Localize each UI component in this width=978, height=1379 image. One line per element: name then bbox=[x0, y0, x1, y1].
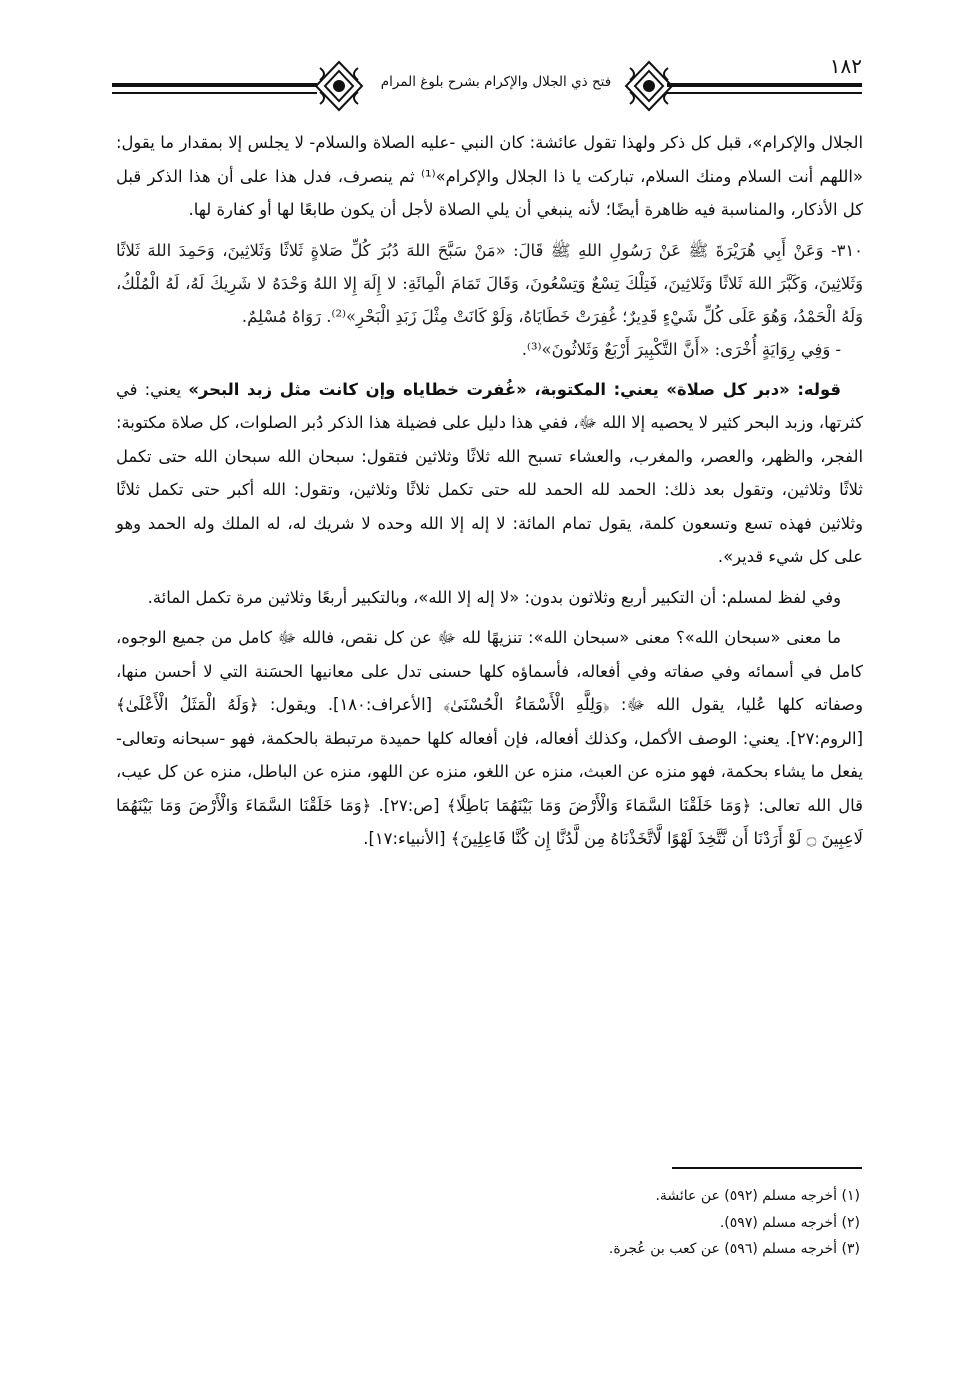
footnote-rule bbox=[672, 1167, 862, 1169]
paragraph-commentary bbox=[116, 373, 863, 574]
commentary-quote: قوله: «دبر كل صلاة» يعني: المكتوبة، «غُفرت خطاياه وإن كانت مثل زبد البحر» bbox=[188, 379, 841, 399]
paragraph-subhanallah-meaning: ما معنى «سبحان الله»؟ معنى «سبحان الله»: تنزيهًا لله ﷻ عن كل نقص، فالله ﷻ كامل من جميع الوجوه، كامل في أسمائه وفي صفاته وفي أفعاله، فأسماؤه كلها حسنى تدل على معانيها الحسَنة التي لا أحسن منها، وصفاته كلها عُليا، يقول الله ﷻ: ﴿وَلِلَّهِ الْأَسْمَاءُ الْحُسْنَىٰ﴾ [الأعراف:١٨٠]. ويقول: ﴿وَلَهُ الْمَثَلُ الْأَعْلَىٰ﴾ [الروم:٢٧]. يعني: الوصف الأكمل، وكذلك أفعاله، فإن أفعاله كلها حميدة مرتبطة بالحكمة، فهو -سبحانه وتعالى- يفعل ما يشاء بحكمة، فهو منزه عن العبث، منزه عن اللغو، منزه عن اللهو، منزه عن الباطل، منزه عن كل عيب، قال الله تعالى: ﴿وَمَا خَلَقْنَا السَّمَاءَ وَالْأَرْضَ وَمَا بَيْنَهُمَا بَاطِلًا﴾ [ص:٢٧]. ﴿وَمَا خَلَقْنَا السَّمَاءَ وَالْأَرْضَ وَمَا بَيْنَهُمَا لَاعِبِينَ ۝ لَوْ أَرَدْنَا أَن نَّتَّخِذَ لَهْوًا لَّاتَّخَذْنَاهُ مِن لَّدُنَّا إِن كُنَّا فَاعِلِينَ﴾ [الأنبياء:١٧]. bbox=[116, 628, 864, 848]
running-title: فتح ذي الجلال والإكرام بشرح بلوغ المرام bbox=[380, 74, 612, 90]
footnote-3: (٣) أخرجه مسلم (٥٩٦) عن كعب بن عُجرة. bbox=[608, 1241, 860, 1257]
commentary-text: يعني: في كثرتها، وزبد البحر كثير لا يحصيه إلا الله ﷻ، ففي هذا دليل على فضيلة هذا الذكر دُبر الصلوات، كل صلاة مكتوبة: الفجر، والظهر، والعصر، والمغرب، والعشاء تسبح الله ثلاثًا وثلاثين فتقول: سبحان الله سبحان الله حتى تكمل ثلاثًا وثلاثين، وتقول بعد ذلك: الحمد لله الحمد لله حتى تكمل ثلاثًا وثلاثين، وتقول: الله أكبر حتى تكمل ثلاثًا وثلاثين فهذه تسع وتسعون كلمة، يقول تمام المائة: لا إله إلا الله وحده لا شريك له، له الملك وله الحمد وهو على كل شيء قدير». bbox=[116, 379, 863, 566]
footnote-1: (١) أخرجه مسلم (٥٩٢) عن عائشة. bbox=[655, 1188, 860, 1204]
header-rule-right bbox=[667, 83, 862, 94]
header-rule-left bbox=[112, 83, 317, 94]
hadith-alternate-narration: - وَفِي رِوَايَةٍ أُخْرَى: «أَنَّ التَّكْبِيرَ أَرْبَعٌ وَثَلاثُونَ»⁽³⁾. bbox=[521, 339, 841, 359]
paragraph-muslim-wording: وفي لفظ لمسلم: أن التكبير أربع وثلاثون بدون: «لا إله إلا الله»، وبالتكبير أربعًا وثلاثين مرة تكمل المائة. bbox=[147, 587, 841, 607]
paragraph-intro: الجلال والإكرام»، قبل كل ذكر ولهذا تقول عائشة: كان النبي -عليه الصلاة والسلام- لا يجلس إلا بمقدار ما يقول: «اللهم أنت السلام ومنك السلام، تباركت يا ذا الجلال والإكرام»⁽¹⁾ ثم ينصرف، فدل هذا على أن هذا الذكر قبل كل الأذكار، والمناسبة فيه ظاهرة أيضًا؛ لأنه ينبغي أن يلي الصلاة لأجل أن يكون طابعًا لها أو كفارة لها. bbox=[116, 133, 863, 219]
ornament-left-icon bbox=[310, 58, 368, 114]
footnotes bbox=[480, 1183, 860, 1263]
page-number: ١٨٢ bbox=[829, 54, 862, 78]
main-text bbox=[116, 126, 863, 856]
page-header bbox=[112, 54, 862, 118]
hadith-text: ٣١٠- وَعَنْ أَبِي هُرَيْرَةَ ﷺ عَنْ رَسُولِ اللهِ ﷺ قَالَ: «مَنْ سَبَّحَ اللهَ دُبُرَ كُلِّ صَلاةٍ ثَلاثًا وَثَلاثِينَ، وَحَمِدَ اللهَ ثَلاثًا وَثَلاثِينَ، وَكَبَّرَ اللهَ ثَلاثًا وَثَلاثِينَ، فَتِلْكَ تِسْعٌ وَتِسْعُونَ، وَقَالَ تَمَامَ الْمِائَةِ: لا إِلَهَ إِلا اللهُ وَحْدَهُ لا شَرِيكَ لَهُ، لَهُ الْمُلْكُ، وَلَهُ الْحَمْدُ، وَهُوَ عَلَى كُلِّ شَيْءٍ قَدِيرٌ؛ غُفِرَتْ خَطَايَاهُ، وَلَوْ كَانَتْ مِثْلَ زَبَدِ الْبَحْرِ»⁽²⁾. رَوَاهُ مُسْلِمٌ. bbox=[116, 240, 863, 326]
footnote-2: (٢) أخرجه مسلم (٥٩٧). bbox=[719, 1214, 860, 1231]
